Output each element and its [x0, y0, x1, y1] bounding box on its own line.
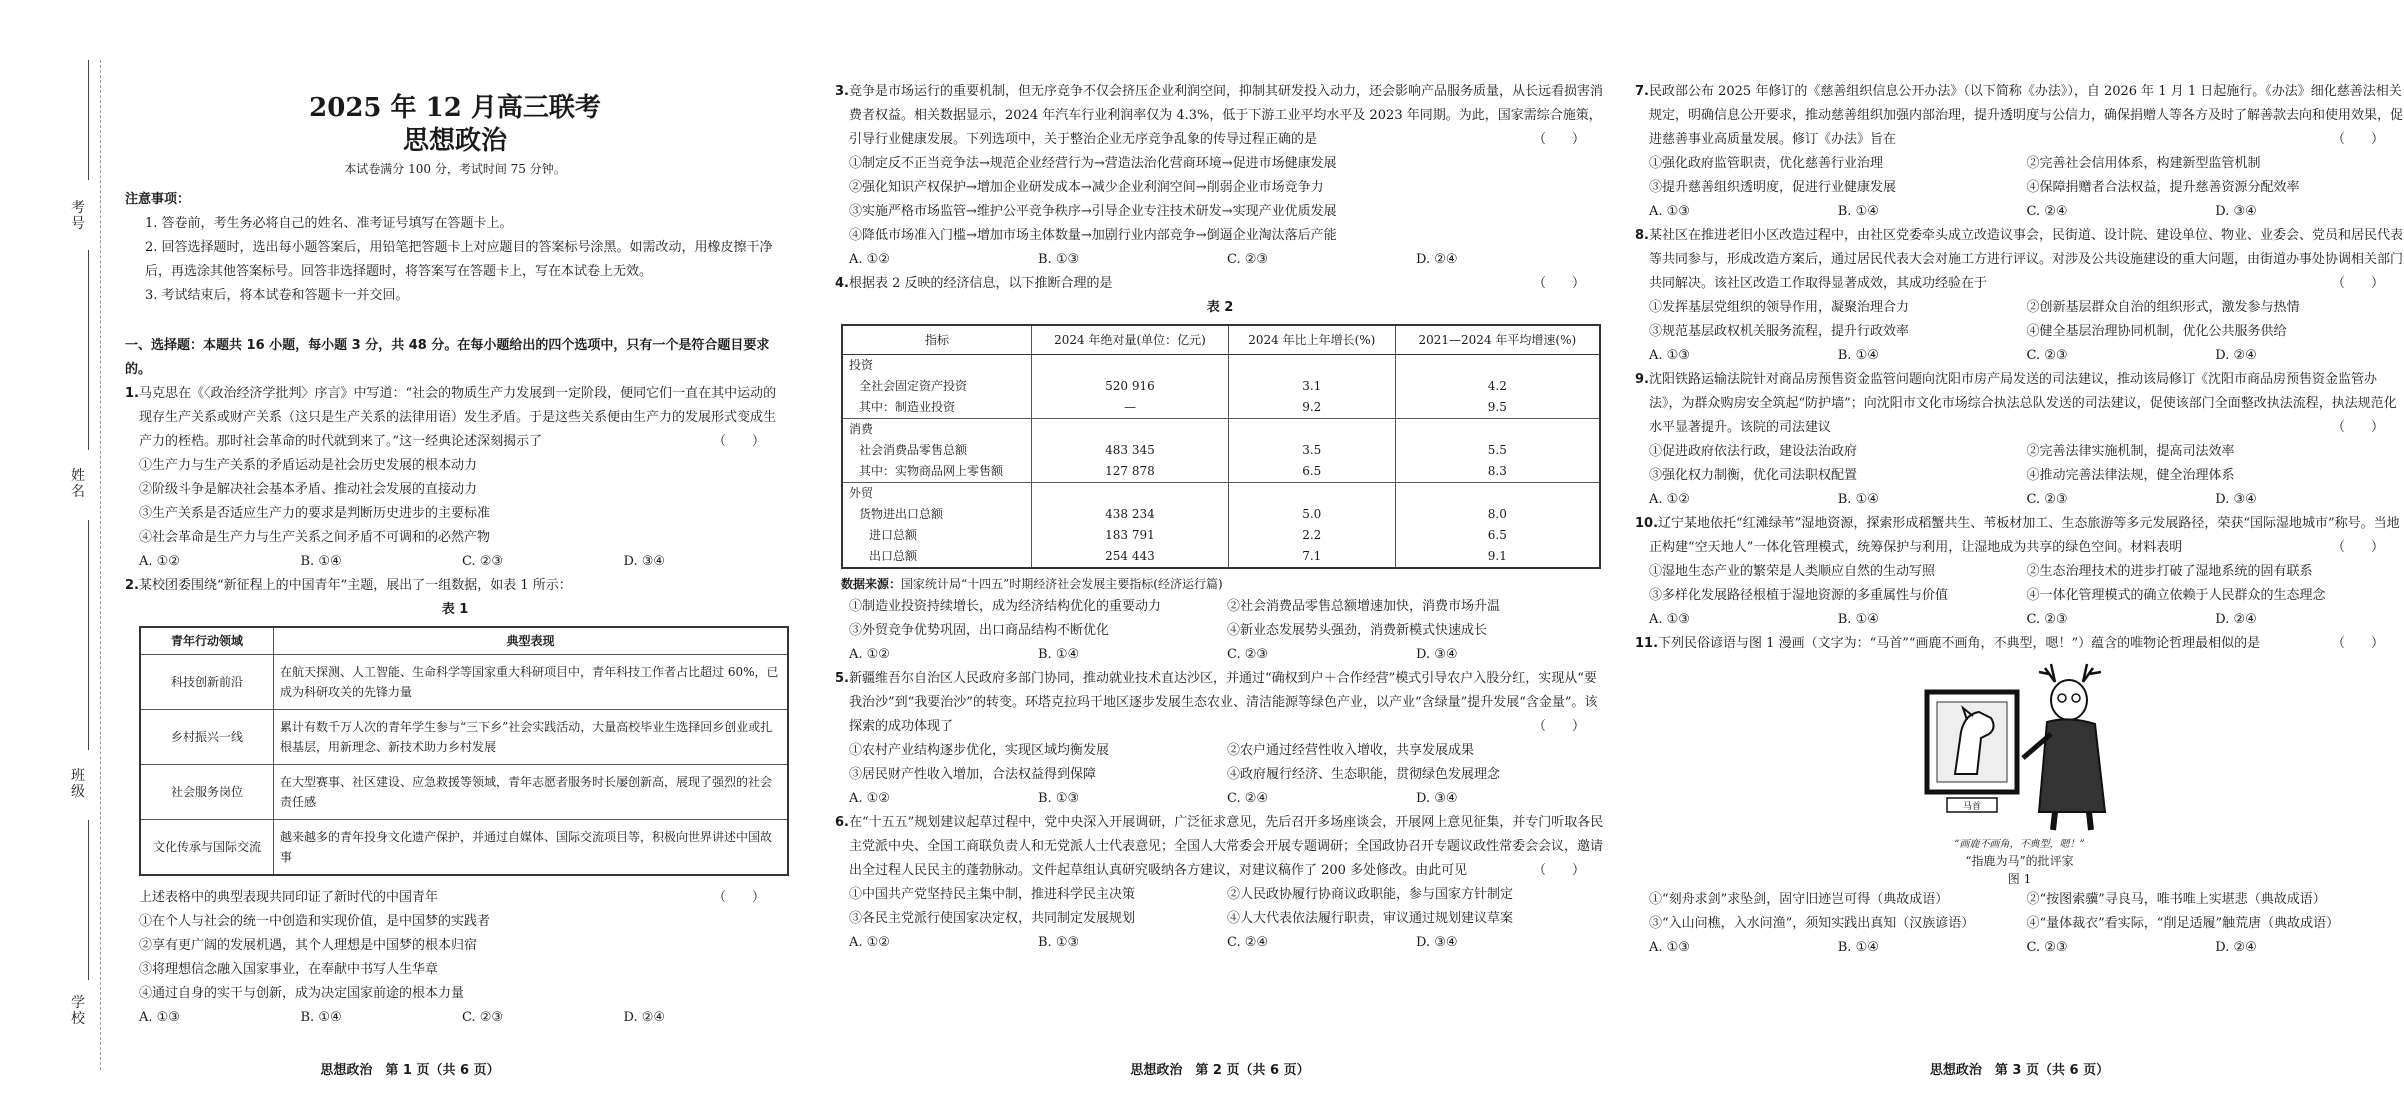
- choice-d: D. ③④: [2215, 204, 2257, 219]
- choice-c: C. ②④: [1227, 935, 1269, 950]
- question-stem: 新疆维吾尔自治区人民政府多部门协同，推动就业技术直达沙区，并通过“确权到户＋合作经营”模式引导农户入股分红，实现从“要我治沙”到“我要治沙”的转变。环塔克拉玛干地区逐步发展生态农业、清洁能源等绿色产业，以产业“含绿量”提升发展“含金量”。该探索的成功体现了: [848, 671, 1598, 734]
- question-stem: 下列民俗谚语与图 1 漫画（文字为：“马首”“画鹿不画角，不典型，嗯！”）蕴含的唯物论哲理最相似的是: [1658, 636, 2261, 651]
- option: ①促进政府依法行政，建设法治政府: [1649, 444, 1858, 459]
- binding-label-class: 班级: [71, 768, 85, 800]
- option: ③外贸竞争优势巩固，出口商品结构不断优化: [849, 623, 1110, 638]
- option: ①中国共产党坚持民主集中制，推进科学民主决策: [849, 887, 1136, 902]
- option: ②社会消费品零售总额增速加快，消费市场升温: [1227, 599, 1501, 614]
- option: ④人大代表依法履行职责，审议通过规划建议草案: [1227, 911, 1514, 926]
- choice-c: C. ②③: [2026, 492, 2068, 507]
- data-source-label: 数据来源：: [841, 577, 902, 591]
- question-number: 4.: [835, 276, 849, 291]
- choice-a: A. ①③: [1649, 940, 1690, 955]
- choice-b: B. ①④: [1038, 647, 1080, 662]
- choice-b: B. ①④: [1837, 204, 1879, 219]
- question-9: [1635, 368, 2404, 440]
- option-row: [835, 595, 1605, 619]
- answer-choices: [1635, 608, 2404, 632]
- section-heading: 一、选择题：本题共 16 小题，每小题 3 分，共 48 分。在每小题给出的四个选项中，只有一个是符合题目要求的。: [125, 338, 770, 377]
- choice-d: D. ③④: [1416, 647, 1458, 662]
- question-2-after: [125, 886, 785, 910]
- notice-item: 1. 答卷前，考生务必将自己的姓名、准考证号填写在答题卡上。: [145, 216, 513, 231]
- question-stem: 沈阳铁路运输法院针对商品房预售资金监管问题向沈阳市房产局发送的司法建议，推动该局修订《沈阳市商品房预售资金监管办法》，为群众购房安全筑起“防护墙”；向沈阳市文化市场综合执法总队发送的司法建议，促使该部门全面整改执法流程，执法规范化水平显著提升。该院的司法建议: [1648, 372, 2397, 435]
- table-row: [842, 525, 1600, 546]
- question-stem: 上述表格中的典型表现共同印证了新时代的中国青年: [139, 890, 439, 905]
- option: ①在个人与社会的统一中创造和实现价值，是中国梦的实践者: [139, 914, 491, 929]
- row-label: 其中：实物商品网上零售额: [859, 464, 1004, 478]
- question-7: [1635, 80, 2404, 152]
- table-1-caption: 表 1: [441, 602, 469, 617]
- choice-b: B. ①④: [300, 1010, 342, 1025]
- answer-choices: [835, 787, 1605, 811]
- choice-d: D. ②④: [2215, 940, 2257, 955]
- choice-c: C. ②③: [2026, 612, 2068, 627]
- option: ④一体化管理模式的确立依赖于人民群众的生态理念: [2026, 588, 2326, 603]
- answer-choices: [125, 550, 785, 574]
- choice-c: C. ②③: [2026, 348, 2068, 363]
- answer-paren: （ ）: [2331, 276, 2384, 291]
- binding-margin: [0, 0, 100, 1100]
- page-footer: 思想政治 第 1 页（共 6 页）: [320, 1063, 500, 1078]
- page-1: [0, 0, 800, 1100]
- group-name: 投资: [842, 355, 1032, 377]
- choice-a: A. ①③: [1649, 612, 1690, 627]
- figure-caption: 图 1: [2007, 872, 2032, 886]
- data-source-text: 国家统计局“十四五”时期经济社会发展主要指标(经济运行篇): [901, 577, 1223, 591]
- choice-a: A. ①②: [849, 935, 890, 950]
- table-row: [140, 710, 788, 765]
- question-number: 5.: [835, 671, 849, 686]
- question-6: [835, 811, 1605, 883]
- cell-avg: 9.1: [1395, 546, 1600, 568]
- notice-item: 2. 回答选择题时，选出每小题答案后，用铅笔把答题卡上对应题目的答案标号涂黑。如需改动，用橡皮擦干净后，再选涂其他答案标号。回答非选择题时，将答案写在答题卡上，写在本试卷上无效。: [145, 240, 773, 279]
- option: ③多样化发展路径根植于湿地资源的多重属性与价值: [1649, 588, 1949, 603]
- table-group-row: [842, 419, 1600, 441]
- cell-value: 183 791: [1032, 525, 1229, 546]
- option: ④政府履行经济、生态职能，贯彻绿色发展理念: [1227, 767, 1501, 782]
- choice-a: A. ①②: [849, 647, 890, 662]
- choice-d: D. ②④: [1416, 252, 1458, 267]
- row-label: 全社会固定资产投资: [859, 379, 968, 393]
- choice-d: D. ③④: [623, 554, 666, 569]
- choice-a: A. ①③: [139, 1010, 180, 1025]
- choice-b: B. ①④: [1837, 612, 1879, 627]
- table-cell-desc: 在大型赛事、社区建设、应急救援等领域，青年志愿者服务时长屡创新高，展现了强烈的社会责任感: [274, 765, 789, 820]
- option: ③将理想信念融入国家事业，在奉献中书写人生华章: [139, 962, 439, 977]
- cell-value: 254 443: [1032, 546, 1229, 568]
- choice-d: D. ②④: [2215, 348, 2257, 363]
- question-stem: 某校团委围绕“新征程上的中国青年”主题，展出了一组数据，如表 1 所示：: [138, 578, 572, 593]
- cell-growth: 3.5: [1228, 440, 1395, 461]
- option-row: [835, 619, 1605, 643]
- table-1: [139, 626, 789, 876]
- exam-title: 2025 年 12 月高三联考: [309, 93, 601, 123]
- cell-value: —: [1032, 397, 1229, 419]
- option-row: [1635, 560, 2404, 584]
- notice-heading: 注意事项：: [125, 192, 191, 207]
- question-2: [125, 574, 785, 598]
- option: ①湿地生态产业的繁荣是人类顺应自然的生动写照: [1649, 564, 1936, 579]
- page-3-content: [1635, 80, 2404, 960]
- question-stem: 在“十五五”规划建议起草过程中，党中央深入开展调研，广泛征求意见，先后召开多场座谈会，开展网上意见征集，并专门听取各民主党派中央、全国工商联负责人和无党派人士代表意见；全国人大常委会开展专题调研；全国政协召开专题议政性常委会会议，邀请出全过程人民民主的蓬勃脉动。文件起草组认真研究吸纳各方建议，对建议稿作了 200 多处修改。由此可见: [848, 815, 1604, 878]
- page-2: [835, 0, 1605, 1100]
- option-row: [835, 763, 1605, 787]
- option: ③“入山问樵，入水问渔”，须知实践出真知（汉族谚语）: [1649, 916, 1975, 931]
- answer-choices: [1635, 344, 2404, 368]
- option-row: [1635, 888, 2404, 912]
- table-row: [842, 376, 1600, 397]
- question-stem: 马克思在《〈政治经济学批判〉序言》中写道：“社会的物质生产力发展到一定阶段，便同它们一直在其中运动的现存生产关系或财产关系（这只是生产关系的法律用语）发生矛盾。于是这些关系便由生产力的发展形式变成生产力的桎梏。那时社会革命的时代就到来了。”这一经典论述深刻揭示了: [138, 386, 777, 449]
- choice-c: C. ②③: [1227, 252, 1269, 267]
- binding-line: [88, 820, 89, 980]
- choice-c: C. ②③: [1227, 647, 1269, 662]
- page-footer: 思想政治 第 2 页（共 6 页）: [1130, 1063, 1310, 1078]
- page-3: [1635, 0, 2404, 1100]
- exam-info: 本试卷满分 100 分，考试时间 75 分钟。: [344, 162, 566, 176]
- table-cell-desc: 累计有数千万人次的青年学生参与“三下乡”社会实践活动，大量高校毕业生选择回乡创业或扎根基层，用新理念、新技术助力乡村发展: [274, 710, 789, 765]
- question-11: [1635, 632, 2404, 656]
- answer-paren: （ ）: [2331, 636, 2384, 651]
- choice-d: D. ②④: [2215, 612, 2257, 627]
- option: ④保障捐赠者合法权益，提升慈善资源分配效率: [2026, 180, 2300, 195]
- choice-a: A. ①②: [849, 791, 890, 806]
- table-row: [140, 820, 788, 876]
- option-row: [1635, 296, 2404, 320]
- option: ②“按图索骥”寻良马，唯书唯上实堪悲（典故成语）: [2026, 892, 2326, 907]
- question-number: 6.: [835, 815, 849, 830]
- binding-label-name: 姓名: [71, 468, 85, 500]
- answer-paren: （ ）: [712, 890, 765, 905]
- cell-avg: 9.5: [1395, 397, 1600, 419]
- question-number: 9.: [1635, 372, 1649, 387]
- answer-choices: [835, 643, 1605, 667]
- choice-b: B. ①④: [1837, 492, 1879, 507]
- option: ③强化权力制衡，优化司法职权配置: [1649, 468, 1858, 483]
- option: ②强化知识产权保护→增加企业研发成本→减少企业利润空间→削弱企业市场竞争力: [849, 180, 1324, 195]
- cartoon-figure: [1905, 662, 2135, 852]
- option: ④降低市场准入门槛→增加市场主体数量→加剧行业内部竞争→倒逼企业淘汰落后产能: [849, 228, 1337, 243]
- choice-b: B. ①④: [1837, 348, 1879, 363]
- cell-growth: 5.0: [1228, 504, 1395, 525]
- choice-c: C. ②③: [2026, 940, 2068, 955]
- option: ①农村产业结构逐步优化，实现区域均衡发展: [849, 743, 1110, 758]
- binding-line: [88, 250, 89, 450]
- option: ②农户通过经营性收入增收，共享发展成果: [1227, 743, 1475, 758]
- table-cell-area: 文化传承与国际交流: [140, 820, 274, 876]
- critic-legs: [2053, 812, 2091, 830]
- option-row: [1635, 584, 2404, 608]
- table-header-row: [140, 627, 788, 655]
- table-row: [140, 765, 788, 820]
- table-cell-area: 科技创新前沿: [140, 655, 274, 710]
- option: ④推动完善法律法规，健全治理体系: [2026, 468, 2235, 483]
- table-row: [842, 397, 1600, 419]
- answer-paren: （ ）: [712, 434, 765, 449]
- table-2: [841, 324, 1601, 569]
- question-number: 8.: [1635, 228, 1649, 243]
- binding-line: [88, 520, 89, 750]
- answer-paren: （ ）: [1532, 276, 1585, 291]
- option: ②享有更广阔的发展机遇，其个人理想是中国梦的根本归宿: [139, 938, 478, 953]
- choice-c: C. ②④: [2026, 204, 2068, 219]
- option-row: [1635, 320, 2404, 344]
- answer-paren: （ ）: [1532, 132, 1585, 147]
- question-number: 2.: [125, 578, 139, 593]
- question-stem: 竞争是市场运行的重要机制，但无序竞争不仅会挤压企业利润空间，抑制其研发投入动力，还会影响产品服务质量，从长远看损害消费者权益。相关数据显示，2024 年汽车行业利润率仅为 4.3%，低于下游工业平均水平及 2023 年同期。为此，国家需综合施策，引导行业健康发展。下列选项中，关于整治企业无序竞争乱象的传导过程正确的是: [848, 84, 1603, 147]
- choice-b: B. ①④: [300, 554, 342, 569]
- choice-b: B. ①③: [1038, 935, 1080, 950]
- option-row: [835, 739, 1605, 763]
- option: ③居民财产性收入增加，合法权益得到保障: [849, 767, 1097, 782]
- option: ④新业态发展势头强劲，消费新模式快速成长: [1227, 623, 1488, 638]
- option: ④社会革命是生产力与生产关系之间矛盾不可调和的必然产物: [139, 530, 491, 545]
- table-row: [842, 461, 1600, 483]
- table-header: 青年行动领域: [140, 627, 274, 655]
- option: ②完善法律实施机制，提高司法效率: [2026, 444, 2235, 459]
- option: ①生产力与生产关系的矛盾运动是社会历史发展的根本动力: [139, 458, 478, 473]
- table-cell-desc: 越来越多的青年投身文化遗产保护，并通过自媒体、国际交流项目等，积极向世界讲述中国故事: [274, 820, 789, 876]
- answer-choices: [835, 931, 1605, 955]
- question-number: 7.: [1635, 84, 1649, 99]
- page-1-content: [125, 88, 785, 1030]
- row-label: 其中：制造业投资: [859, 400, 956, 414]
- question-number: 3.: [835, 84, 849, 99]
- option: ①制造业投资持续增长，成为经济结构优化的重要动力: [849, 599, 1162, 614]
- cell-growth: 9.2: [1228, 397, 1395, 419]
- table-header: 2024 年绝对量(单位：亿元): [1032, 325, 1229, 355]
- option: ①强化政府监管职责，优化慈善行业治理: [1649, 156, 1884, 171]
- table-cell-area: 社会服务岗位: [140, 765, 274, 820]
- row-label: 货物进出口总额: [859, 507, 944, 521]
- option: ②生态治理技术的进步打破了湿地系统的固有联系: [2026, 564, 2313, 579]
- answer-choices: [1635, 936, 2404, 960]
- option: ④健全基层治理协同机制，优化公共服务供给: [2026, 324, 2287, 339]
- option: ④“量体裁衣”看实际，“削足适履”触荒唐（典故成语）: [2026, 916, 2340, 931]
- answer-paren: （ ）: [2331, 420, 2384, 435]
- answer-paren: （ ）: [1532, 719, 1585, 734]
- choice-d: D. ②④: [623, 1010, 666, 1025]
- choice-b: B. ①④: [1837, 940, 1879, 955]
- cartoon-drawing: [1905, 662, 2135, 834]
- row-label: 出口总额: [869, 549, 918, 563]
- cartoon-title: “指鹿为马”的批评家: [1965, 854, 2074, 868]
- group-name: 消费: [842, 419, 1032, 441]
- row-label: 进口总额: [869, 528, 918, 542]
- question-stem: 辽宁某地依托“红滩绿苇”湿地资源，探索形成稻蟹共生、苇板材加工、生态旅游等多元发展路径，荣获“国际湿地城市”称号。当地正构建“空天地人”一体化管理模式，统筹保护与利用，让湿地成为共享的绿色空间。材料表明: [1649, 516, 2400, 555]
- choice-a: A. ①③: [1649, 204, 1690, 219]
- cell-avg: 5.5: [1395, 440, 1600, 461]
- row-label: 社会消费品零售总额: [859, 443, 968, 457]
- cell-value: 438 234: [1032, 504, 1229, 525]
- cell-growth: 6.5: [1228, 461, 1395, 483]
- cell-avg: 8.3: [1395, 461, 1600, 483]
- question-number: 1.: [125, 386, 139, 401]
- choice-a: A. ①②: [1649, 492, 1690, 507]
- table-header: 指标: [842, 325, 1032, 355]
- choice-a: A. ①③: [1649, 348, 1690, 363]
- option: ②创新基层群众自治的组织形式，激发参与热情: [2026, 300, 2300, 315]
- question-1: [125, 382, 785, 454]
- table-row: [842, 504, 1600, 525]
- choice-c: C. ②③: [462, 1010, 504, 1025]
- binding-cut-line: [100, 60, 101, 1070]
- choice-c: C. ②④: [1227, 791, 1269, 806]
- binding-line: [88, 60, 89, 180]
- option-row: [1635, 152, 2404, 176]
- option-row: [835, 907, 1605, 931]
- option: ③生产关系是否适应生产力的要求是判断历史进步的主要标准: [139, 506, 491, 521]
- option-row: [1635, 464, 2404, 488]
- option: ②完善社会信用体系，构建新型监管机制: [2026, 156, 2261, 171]
- question-number: 10.: [1635, 516, 1659, 531]
- binding-label-school: 学校: [71, 995, 85, 1027]
- question-stem: 某社区在推进老旧小区改造过程中，由社区党委牵头成立改造议事会，民街道、设计院、建设单位、物业、业委会、党员和居民代表等共同参与，形成改造方案后，通过居民代表大会对施工方进行评议。对涉及公共设施建设的重大问题，由街道办事处协调相关部门共同解决。该社区改造工作取得显著成效，其成功经验在于: [1648, 228, 2404, 291]
- question-10: [1635, 512, 2404, 560]
- data-source: [835, 573, 1605, 595]
- answer-choices: [125, 1006, 785, 1030]
- cell-avg: 6.5: [1395, 525, 1600, 546]
- page-footer: 思想政治 第 3 页（共 6 页）: [1929, 1063, 2110, 1078]
- option: ①“刻舟求剑”求坠剑，固守旧迹岂可得（典故成语）: [1649, 892, 1949, 907]
- choice-d: D. ③④: [1416, 791, 1458, 806]
- option: ④通过自身的实干与创新，成为决定国家前途的根本力量: [139, 986, 465, 1001]
- nameplate-text: 马首: [1962, 802, 1981, 812]
- cell-value: 520 916: [1032, 376, 1229, 397]
- question-3: [835, 80, 1605, 152]
- option: ①发挥基层党组织的领导作用，凝聚治理合力: [1649, 300, 1910, 315]
- cell-value: 483 345: [1032, 440, 1229, 461]
- option: ③提升慈善组织透明度，促进行业健康发展: [1649, 180, 1897, 195]
- table-row: [842, 440, 1600, 461]
- choice-a: A. ①②: [139, 554, 180, 569]
- choice-b: B. ①③: [1038, 791, 1080, 806]
- choice-d: D. ③④: [2215, 492, 2257, 507]
- cartoon-speech: “画鹿不画角，不典型，嗯！”: [1954, 839, 2085, 850]
- question-number: 11.: [1635, 636, 1659, 651]
- option: ①制定反不正当竞争法→规范企业经营行为→营造法治化营商环境→促进市场健康发展: [849, 156, 1337, 171]
- cell-avg: 4.2: [1395, 376, 1600, 397]
- option-row: [1635, 912, 2404, 936]
- option: ②阶级斗争是解决社会基本矛盾、推动社会发展的直接动力: [139, 482, 478, 497]
- table-group-row: [842, 483, 1600, 505]
- option: ③规范基层政权机关服务流程，提升行政效率: [1649, 324, 1910, 339]
- question-4: [835, 272, 1605, 296]
- cell-value: 127 878: [1032, 461, 1229, 483]
- group-name: 外贸: [842, 483, 1032, 505]
- critic-head: [2051, 680, 2087, 720]
- table-header: 2024 年比上年增长(%): [1228, 325, 1395, 355]
- table-header: 典型表现: [274, 627, 789, 655]
- cell-growth: 2.2: [1228, 525, 1395, 546]
- table-cell-desc: 在航天探测、人工智能、生命科学等国家重大科研项目中，青年科技工作者占比超过 60%，已成为科研攻关的先锋力量: [274, 655, 789, 710]
- answer-choices: [1635, 200, 2404, 224]
- table-2-caption: 表 2: [1206, 300, 1234, 315]
- notice-item: 3. 考试结束后，将本试卷和答题卡一并交回。: [145, 288, 409, 303]
- option-row: [835, 883, 1605, 907]
- option: ②人民政协履行协商议政职能，参与国家方针制定: [1227, 887, 1514, 902]
- exam-subject: 思想政治: [402, 126, 507, 156]
- cell-growth: 7.1: [1228, 546, 1395, 568]
- table-row: [140, 655, 788, 710]
- question-stem: 根据表 2 反映的经济信息，以下推断合理的是: [848, 276, 1113, 291]
- option: ③各民主党派行使国家决定权，共同制定发展规划: [849, 911, 1136, 926]
- cell-avg: 8.0: [1395, 504, 1600, 525]
- choice-b: B. ①③: [1038, 252, 1080, 267]
- antler-left: [2039, 664, 2055, 682]
- table-row: [842, 546, 1600, 568]
- page-2-content: [835, 80, 1605, 955]
- option: ③实施严格市场监管→维护公平竞争秩序→引导企业专注技术研发→实现产业优质发展: [849, 204, 1337, 219]
- answer-choices: [1635, 488, 2404, 512]
- binding-label-exam-no: 考号: [71, 200, 85, 232]
- answer-paren: （ ）: [2331, 540, 2384, 555]
- answer-paren: （ ）: [1532, 863, 1585, 878]
- question-stem: 民政部公布 2025 年修订的《慈善组织信息公开办法》（以下简称《办法》），自 2026 年 1 月 1 日起施行。《办法》细化慈善法相关规定，明确信息公开要求，推动慈善组织加强内部治理，提升透明度与公信力，确保捐赠人等各方及时了解善款去向和使用效果，促进慈善事业高质量发展。修订《办法》旨在: [1648, 84, 2404, 147]
- cell-growth: 3.1: [1228, 376, 1395, 397]
- answer-choices: [835, 248, 1605, 272]
- choice-d: D. ③④: [1416, 935, 1458, 950]
- table-group-row: [842, 355, 1600, 377]
- question-8: [1635, 224, 2404, 296]
- table-header: 2021—2024 年平均增速(%): [1395, 325, 1600, 355]
- answer-paren: （ ）: [2331, 132, 2384, 147]
- table-header-row: [842, 325, 1600, 355]
- option-row: [1635, 176, 2404, 200]
- question-5: [835, 667, 1605, 739]
- antler-right: [2083, 664, 2101, 682]
- table-cell-area: 乡村振兴一线: [140, 710, 274, 765]
- option-row: [1635, 440, 2404, 464]
- choice-a: A. ①②: [849, 252, 890, 267]
- choice-c: C. ②③: [462, 554, 504, 569]
